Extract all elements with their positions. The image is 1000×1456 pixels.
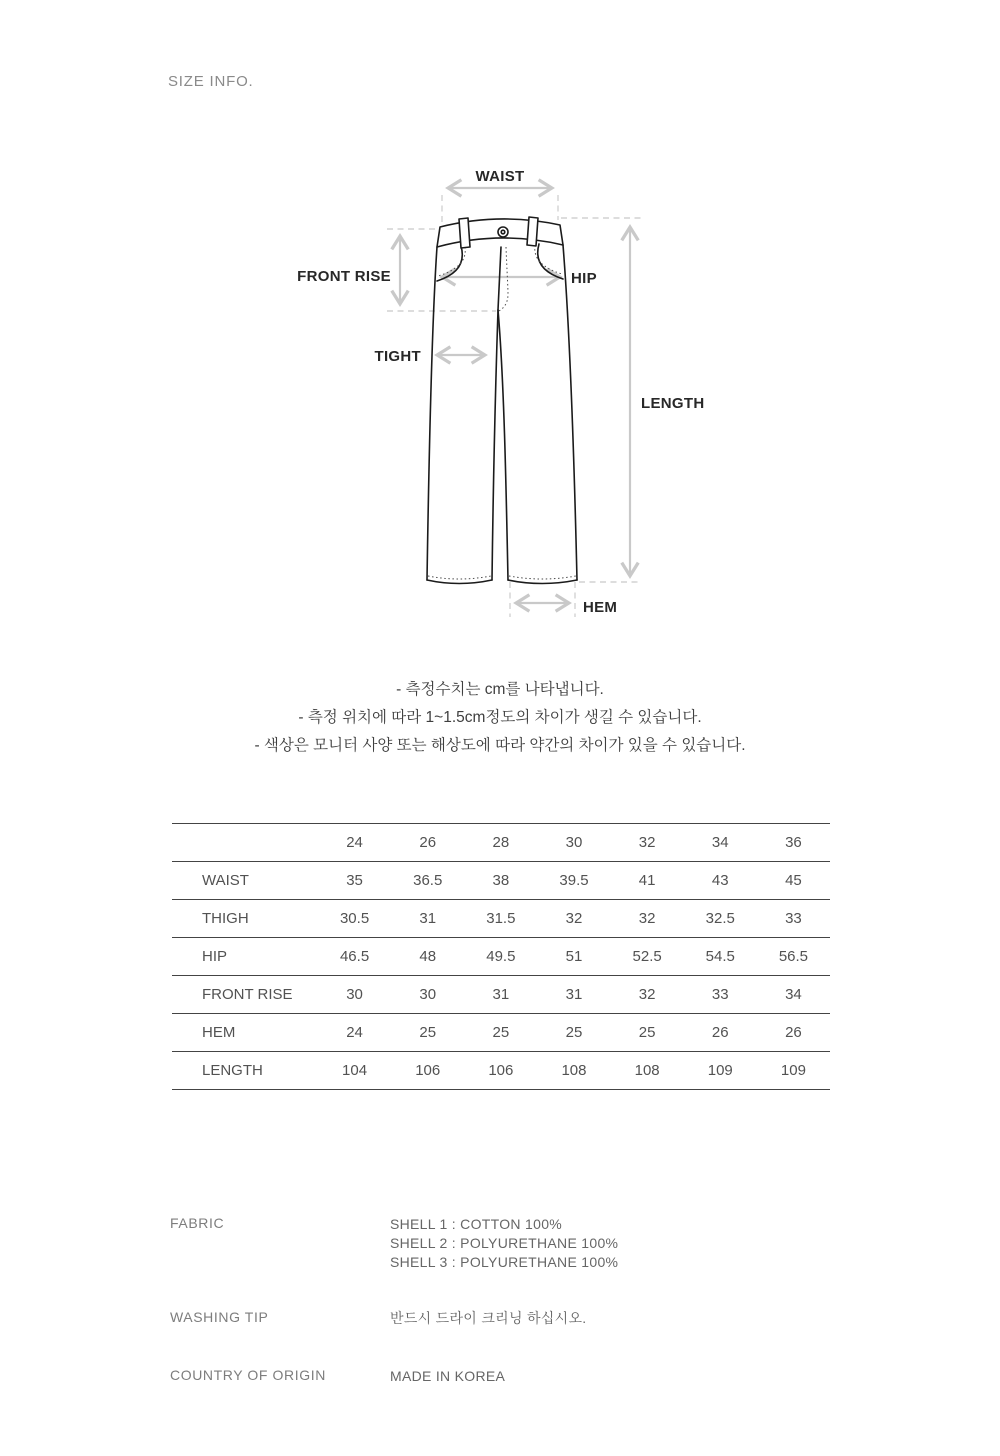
table-row-hem (172, 1014, 830, 1052)
size-cell: 25 (638, 1024, 656, 1041)
size-cell: 109 (780, 1062, 806, 1079)
size-column-header: 32 (638, 834, 656, 851)
size-cell: 108 (634, 1062, 660, 1079)
size-cell: 32 (638, 910, 656, 927)
washing-tip-value: 반드시 드라이 크리닝 하십시오. (390, 1310, 587, 1326)
size-cell: 25 (492, 1024, 510, 1041)
size-column-header: 24 (346, 834, 363, 851)
size-cell: 38 (492, 872, 510, 889)
fabric-line: SHELL 1 : COTTON 100% (390, 1216, 563, 1232)
washing-tip-label: WASHING TIP (170, 1309, 269, 1325)
fabric-value (390, 1215, 618, 1272)
front-rise-label: FRONT RISE (297, 268, 391, 285)
note-line: - 측정수치는 cm를 나타냅니다. (396, 681, 604, 698)
fabric-line: SHELL 2 : POLYURETHANE 100% (390, 1235, 619, 1251)
pants-drawing (427, 217, 577, 584)
size-cell: 31 (492, 986, 510, 1003)
size-cell: 30 (419, 986, 437, 1003)
measurement-notes (0, 676, 1000, 760)
row-label: HIP (202, 948, 228, 965)
size-cell: 41 (638, 872, 656, 889)
size-cell: 31 (565, 986, 583, 1003)
hem-arrow (510, 582, 575, 617)
size-cell: 106 (488, 1062, 514, 1079)
row-label: LENGTH (202, 1062, 263, 1079)
size-cell: 25 (565, 1024, 583, 1041)
length-label: LENGTH (641, 395, 705, 412)
size-cell: 32 (638, 986, 656, 1003)
row-label: HEM (202, 1024, 236, 1041)
table-row-hip (172, 938, 830, 976)
table-row-thigh (172, 900, 830, 938)
size-cell: 26 (711, 1024, 729, 1041)
fabric-line: SHELL 3 : POLYURETHANE 100% (390, 1254, 619, 1270)
size-cell: 43 (711, 872, 729, 889)
size-cell: 32.5 (705, 910, 735, 927)
size-cell: 25 (419, 1024, 437, 1041)
fabric-row (170, 1215, 618, 1272)
note-line: - 색상은 모니터 사양 또는 해상도에 따라 약간의 차이가 있을 수 있습니다. (254, 737, 746, 754)
waist-arrow (442, 188, 558, 222)
table-row-waist (172, 862, 830, 900)
size-cell: 108 (561, 1062, 587, 1079)
size-cell: 30.5 (339, 910, 370, 927)
size-cell: 33 (711, 986, 729, 1003)
pants-diagram-svg (240, 150, 770, 630)
size-column-header: 26 (419, 834, 437, 851)
country-of-origin-value: MADE IN KOREA (390, 1368, 506, 1384)
pants-measurement-diagram (240, 150, 770, 630)
size-cell: 36.5 (413, 872, 443, 889)
size-cell: 26 (785, 1024, 802, 1041)
size-cell: 106 (415, 1062, 441, 1079)
size-cell: 46.5 (339, 948, 370, 965)
size-cell: 54.5 (705, 948, 735, 965)
hip-label: HIP (571, 270, 597, 287)
size-cell: 51 (565, 948, 583, 965)
size-cell: 45 (785, 872, 802, 889)
table-row-length (172, 1052, 830, 1090)
size-column-header: 28 (492, 834, 510, 851)
fabric-label: FABRIC (170, 1215, 225, 1231)
page-title: SIZE INFO. (168, 73, 254, 90)
waist-label: WAIST (475, 168, 525, 185)
hem-label: HEM (583, 599, 618, 616)
size-cell: 32 (565, 910, 583, 927)
size-column-header: 34 (711, 834, 729, 851)
size-column-header: 36 (785, 834, 802, 851)
size-table-header-row (172, 824, 830, 862)
size-cell: 34 (785, 986, 802, 1003)
size-cell: 35 (346, 872, 363, 889)
size-cell: 33 (785, 910, 802, 927)
tight-label: TIGHT (374, 348, 421, 365)
size-cell: 30 (346, 986, 363, 1003)
size-cell: 39.5 (559, 872, 589, 889)
size-cell: 31 (419, 910, 437, 927)
size-cell: 31.5 (486, 910, 516, 927)
size-cell: 24 (346, 1024, 363, 1041)
row-label: THIGH (202, 910, 249, 927)
country-of-origin-label: COUNTRY OF ORIGIN (170, 1367, 326, 1383)
size-cell: 49.5 (486, 948, 516, 965)
size-table (172, 823, 830, 1090)
size-cell: 104 (342, 1062, 368, 1079)
row-label: FRONT RISE (202, 986, 293, 1003)
size-table-corner-cell (172, 824, 318, 862)
size-cell: 52.5 (632, 948, 662, 965)
row-label: WAIST (202, 872, 249, 889)
country-of-origin-row (170, 1367, 505, 1386)
note-line: - 측정 위치에 따라 1~1.5cm정도의 차이가 생길 수 있습니다. (298, 709, 702, 726)
size-cell: 48 (419, 948, 437, 965)
table-row-front-rise (172, 976, 830, 1014)
size-cell: 109 (707, 1062, 733, 1079)
washing-tip-row (170, 1309, 586, 1328)
size-column-header: 30 (565, 834, 583, 851)
size-cell: 56.5 (778, 948, 809, 965)
